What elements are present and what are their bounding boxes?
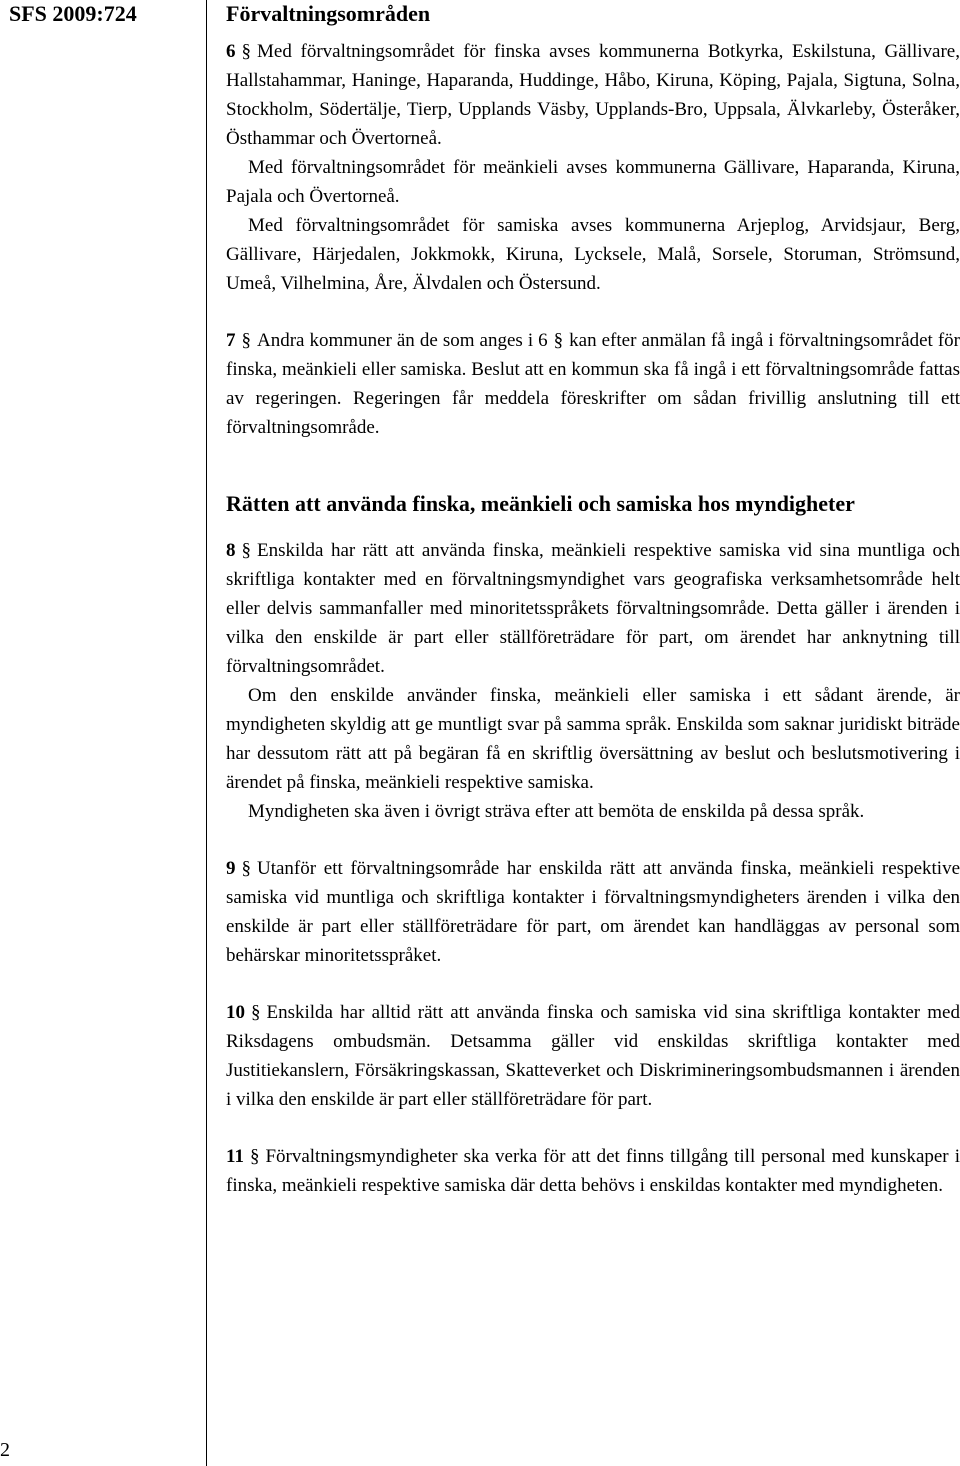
margin-column [0,0,207,1466]
section-number: 10 [226,1002,245,1023]
section-sign: § [241,540,251,561]
section-number: 11 [226,1146,244,1167]
section-9-paragraph [226,854,960,970]
reference-sign: § [553,330,564,351]
section-text: Med förvaltningsområdet för finska avses kommunerna Botkyrka, Eskilstuna, Gällivare, Hallstahammar, Haninge, Haparanda, Huddinge, Håbo, Kiruna, Köping, Pajala, Sigtuna, Solna, Stockholm, Södertälje, Tierp, Upplands Väsby, Upplands-Bro, Uppsala, Älvkarleby, Österåker, Östhammar och Övertorneå. [226,41,960,149]
section-11 [226,1142,960,1200]
section-11-paragraph [226,1142,960,1200]
section-sign: § [251,1002,261,1023]
section-number: 8 [226,540,236,561]
section-6-paragraph-3: Med förvaltningsområdet för samiska avses kommunerna Arjeplog, Arvidsjaur, Berg, Gällivare, Härjedalen, Jokkmokk, Kiruna, Lycksele, Malå, Sorsele, Storuman, Strömsund, Umeå, Vilhelmina, Åre, Älvdalen och Östersund. [226,215,960,294]
sfs-number: SFS 2009:724 [9,1,137,26]
section-7-paragraph [226,326,960,442]
section-10-paragraph [226,998,960,1114]
section-8 [226,536,960,826]
section-text: Enskilda har alltid rätt att använda finska och samiska vid sina skriftliga kontakter med Riksdagens ombudsmän. Detsamma gäller vid enskildas skriftliga kontakter med Justitiekanslern, Försäkringskassan, Skatteverket och Diskrimineringsombudsmannen i ärenden i vilka den enskilde är part eller ställföreträdare för part. [226,1002,960,1110]
section-8-paragraph-2: Om den enskilde använder finska, meänkieli eller samiska i ett sådant ärende, är myndigheten skyldig att ge muntligt svar på samma språk. Enskilda som saknar juridiskt biträde har dessutom rätt att på begäran få en skriftlig översättning av beslut och beslutsmotivering i ärendet på finska, meänkieli respektive samiska. [226,685,960,793]
section-sign: § [241,41,251,62]
document-body [226,0,960,1200]
chapter-heading: Förvaltningsområden [226,1,431,26]
section-6-paragraph-1 [226,37,960,153]
section-6-paragraph-2: Med förvaltningsområdet för meänkieli avses kommunerna Gällivare, Haparanda, Kiruna, Pajala och Övertorneå. [226,157,960,207]
section-sign: § [241,330,251,351]
section-number: 7 [226,330,236,351]
section-text: Utanför ett förvaltningsområde har enskilda rätt att använda finska, meänkieli respektive samiska vid muntliga och skriftliga kontakter i förvaltningsmyndigheters ärenden i vilka den enskilde är part eller ställföreträdare för part, om ärendet kan handläggas av personal som behärskar minoritetsspråket. [226,858,960,966]
section-number: 6 [226,41,236,62]
section-sign: § [241,858,251,879]
section-text: kan efter anmälan få ingå i förvaltningsområdet för finska, meänkieli eller samiska. Beslut att en kommun ska få ingå i ett förvaltningsområde fattas av regeringen. Regeringen får meddela föreskrifter om sådan frivillig anslutning till ett förvaltningsområde. [226,330,960,438]
section-7 [226,326,960,442]
section-10 [226,998,960,1114]
section-number: 9 [226,858,236,879]
section-sign: § [249,1146,260,1167]
section-text: Förvaltningsmyndigheter ska verka för att det finns tillgång till personal med kunskaper i finska, meänkieli respektive samiska där detta behövs i enskildas kontakter med myndigheten. [226,1146,960,1196]
section-8-paragraph-3: Myndigheten ska även i övrigt sträva efter att bemöta de enskilda på dessa språk. [248,801,865,822]
section-heading: Rätten att använda finska, meänkieli och samiska hos myndigheter [226,491,855,516]
section-text: Andra kommuner än de som anges i 6 [257,330,548,351]
section-9 [226,854,960,970]
section-text: Enskilda har rätt att använda finska, meänkieli respektive samiska vid sina muntliga och skriftliga kontakter med en förvaltningsmyndighet vars geografiska verksamhetsområde helt eller delvis sammanfaller med minoritetsspråkets förvaltningsområde. Detta gäller i ärenden i vilka den enskilde är part eller ställföreträdare för part, om ärendet har anknytning till förvaltningsområdet. [226,540,960,677]
section-6 [226,37,960,298]
section-8-paragraph-1 [226,536,960,681]
page-number: 2 [0,1439,10,1461]
